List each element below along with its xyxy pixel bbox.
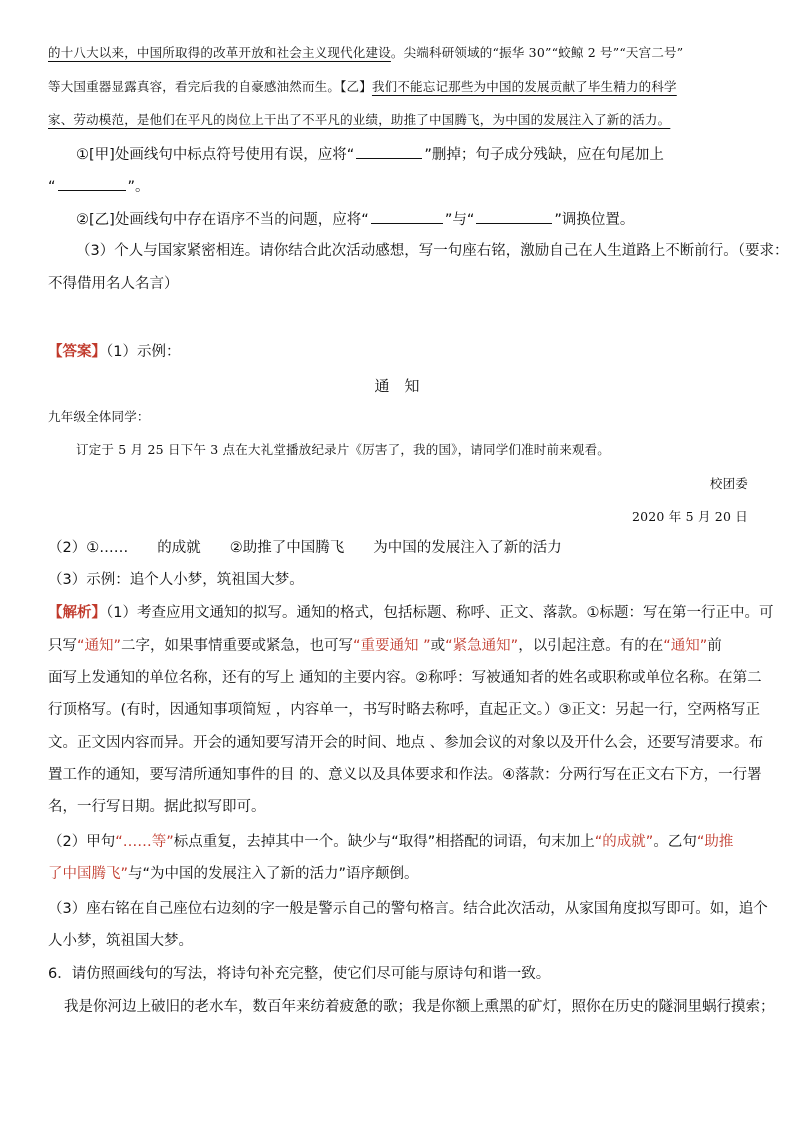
quote-red: “……等” [115, 834, 174, 850]
quote-red: “的成就” [594, 834, 654, 850]
answer-blank[interactable] [371, 209, 443, 224]
analysis-text: 语序颠倒。 [346, 866, 419, 882]
subquestion-2 [76, 209, 634, 230]
subquestion-1-cont [48, 176, 150, 197]
analysis-line-5: 文。正文因内容而异。开会的通知要写清开会的时间、地点 、参加会议的对象以及开什么会，还要写清要求。布 [48, 735, 764, 751]
analysis-line-6: 置工作的通知，要写清所通知事件的目 的、意义以及具体要求和作法。④落款：分两行写在正文右下方，一行署 [48, 767, 762, 783]
analysis-line-9 [48, 864, 419, 884]
answer-blank[interactable] [356, 144, 422, 159]
subquestion-3: （3）个人与国家紧密相连。请你结合此次活动感想，写一句座右铭，激励自己在人生道路上不断前行。（要求： [76, 243, 789, 259]
quote-red: “紧急通知” [445, 638, 519, 654]
analysis-text: 只写 [48, 638, 77, 654]
analysis-line-7: 名，一行写日期。据此拟写即可。 [48, 799, 266, 815]
q2-text: ”调换位置。 [554, 212, 635, 228]
quote-red: “通知” [663, 638, 708, 654]
passage-line-3 [48, 110, 670, 130]
subquestion-3-cont: 不得借用名人名言） [48, 276, 179, 292]
analysis-text: 相搭配的词语，句末加上 [435, 834, 595, 850]
q2-text: ”与“ [444, 212, 475, 228]
analysis-text: 与 [128, 866, 143, 882]
quote-red: “重要通知 ” [353, 638, 431, 654]
analysis-text: （2）甲句 [48, 834, 116, 850]
underlined-sentence-yi: 我们不能忘记那些为中国的发展贡献了毕生精力的科学 [371, 79, 677, 94]
answer-tag: 【答案】 [48, 344, 106, 360]
quote-red: 了中国腾飞” [48, 866, 129, 882]
analysis-line-10: （3）座右铭在自己座位右边刻的字一般是警示自己的警句格言。结合此次活动，从家国角度拟写即可。如，追个 [48, 901, 768, 917]
analysis-text: 。乙句 [653, 834, 697, 850]
quote-red: “通知” [77, 638, 122, 654]
passage-text: 。尖端科研领域的“振华 30”“蛟鲸 2 号”“天宫二号” [390, 45, 684, 60]
analysis-text: ，以引起注意。有的在 [518, 638, 664, 654]
analysis-text: 标点重复，去掉其中一个。缺少与 [173, 834, 392, 850]
q1-text: ”删掉；句子成分残缺，应在句尾加上 [424, 147, 664, 163]
underlined-sentence-yi-cont: 家、劳动模范，是他们在平凡的岗位上干出了不平凡的业绩，助推了中国腾飞，为中国的发展注入了新的活力。 [48, 112, 671, 127]
answer-heading [48, 342, 180, 362]
analysis-line-1 [48, 603, 773, 623]
analysis-text: 二字，如果事情重要或紧急，也可写 [121, 638, 354, 654]
question-6-title: 6．请仿照画线句的写法，将诗句补充完整，使它们尽可能与原诗句和谐一致。 [48, 966, 551, 982]
answer-2: （2）①…… 的成就 ②助推了中国腾飞 为中国的发展注入了新的活力 [48, 540, 562, 556]
subquestion-1 [76, 144, 664, 165]
quote-text: “为中国的发展注入了新的活力” [142, 866, 347, 882]
answer-3: （3）示例：追个人小梦，筑祖国大梦。 [48, 572, 304, 588]
underlined-sentence-jia: 的十八大以来，中国所取得的改革开放和社会主义现代化建设 [48, 45, 391, 60]
passage-line-2 [48, 77, 677, 97]
question-6-line: 我是你河边上破旧的老水车，数百年来纺着疲惫的歌；我是你额上熏黑的矿灯，照你在历史的隧洞里蜗行摸索； [64, 999, 775, 1015]
q1-text: ①[甲]处画线句中标点符号使用有误，应将“ [76, 147, 355, 163]
quote-red: “助推 [696, 834, 734, 850]
passage-line-1 [48, 43, 683, 63]
analysis-tag: 【解析】 [48, 605, 106, 621]
quote-text: “取得” [391, 834, 436, 850]
notice-title: 通 知 [374, 377, 420, 395]
q2-text: ②[乙]处画线句中存在语序不当的问题，应将“ [76, 212, 369, 228]
analysis-line-4: 行顶格写。(有时，因通知事项简短 ，内容单一，书写时略去称呼，直起正文。）③正文：另起一行，空两格写正 [48, 702, 761, 718]
answer-blank[interactable] [58, 176, 126, 191]
notice-signer: 校团委 [709, 476, 748, 491]
notice-body: 订定于 5 月 25 日下午 3 点在大礼堂播放纪录片《厉害了，我的国》，请同学们准时前来观看。 [76, 442, 611, 457]
answer-intro: （1）示例： [106, 344, 181, 360]
q1-text: ”。 [127, 179, 150, 195]
analysis-text: （1）考查应用文通知的拟写。通知的格式，包括标题、称呼、正文、落款。①标题：写在第一行正中。可 [106, 605, 774, 621]
analysis-line-11: 人小梦，筑祖国大梦。 [48, 933, 193, 949]
analysis-text: 前 [707, 638, 722, 654]
answer-blank[interactable] [476, 209, 552, 224]
notice-salutation: 九年级全体同学： [48, 409, 150, 424]
analysis-line-8 [48, 832, 733, 852]
q1-text: “ [48, 179, 56, 195]
passage-text: 等大国重器显露真容，看完后我的自豪感油然而生。【乙】 [48, 79, 372, 94]
analysis-line-3: 面写上发通知的单位名称，还有的写上 通知的主要内容。②称呼：写被通知者的姓名或职称或单位名称。在第二 [48, 670, 762, 686]
notice-date: 2020 年 5 月 20 日 [631, 509, 748, 524]
analysis-line-2 [48, 636, 722, 656]
analysis-text: 或 [430, 638, 446, 654]
